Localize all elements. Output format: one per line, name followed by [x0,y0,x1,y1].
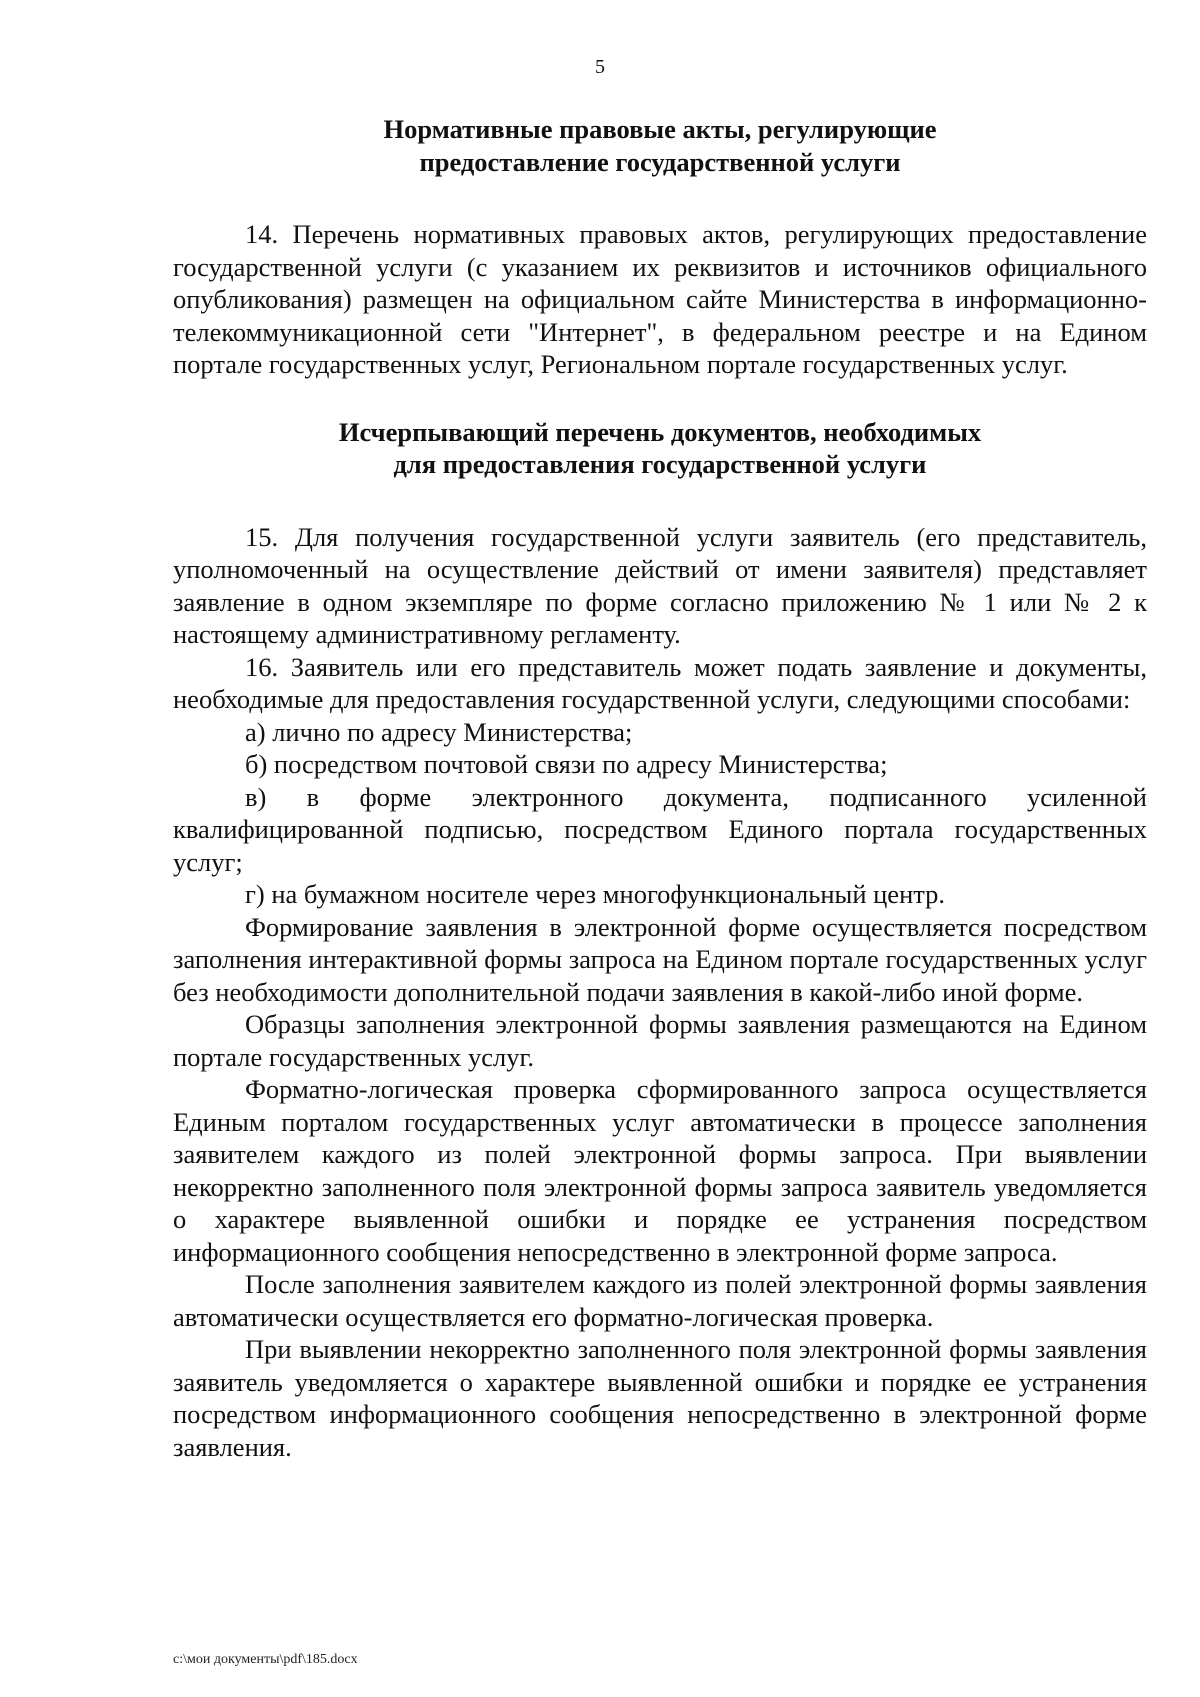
heading-line: Исчерпывающий перечень документов, необходимых [338,416,982,447]
paragraph-samples: Образцы заполнения электронной формы заявления размещаются на Едином портале государственных услуг. [173,1009,1147,1072]
list-item-g: г) на бумажном носителе через многофункциональный центр. [245,879,946,909]
paragraph-16: 16. Заявитель или его представитель может подать заявление и документы, необходимые для предоставления государственной услуги, следующими способами: [173,651,1147,714]
heading-line: Нормативные правовые акты, регулирующие [383,114,937,144]
footer-file-path: c:\мои документы\pdf\185.docx [173,1652,358,1667]
section-heading-documents-list [173,416,1147,481]
section-heading-legal-acts [173,113,1147,178]
list-item-v: в) в форме электронного документа, подписанного усиленной квалифицированной подписью, посредством Единого портала государственных услуг; [173,781,1147,877]
paragraph-format-check: Форматно-логическая проверка сформированного запроса осуществляется Единым порталом государственных услуг автоматически в процессе заполнения заявителем каждого из полей электронной формы запроса. При выявлении некорректно заполненного поля электронной формы запроса заявитель уведомляется о характере выявленной ошибки и порядке ее устранения посредством информационного сообщения непосредственно в электронной форме запроса. [173,1074,1147,1267]
paragraph-after-filling: После заполнения заявителем каждого из полей электронной формы заявления автоматически осуществляется его форматно-логическая проверка. [173,1269,1147,1332]
heading-line: предоставление государственной услуги [419,146,901,177]
paragraph-error-notice: При выявлении некорректно заполненного поля электронной формы заявления заявитель уведомляется о характере выявленной ошибки и порядке ее устранения посредством информационного сообщения непосредственно в электронной форме заявления. [173,1334,1147,1462]
document-body [173,113,1147,1463]
heading-line: для предоставления государственной услуги [393,449,927,479]
paragraph-forming: Формирование заявления в электронной форме осуществляется посредством заполнения интерактивной формы запроса на Едином портале государственных услуг без необходимости дополнительной подачи заявления в какой-либо иной форме. [173,911,1147,1007]
page-number: 5 [595,56,605,78]
paragraph-14: 14. Перечень нормативных правовых актов, регулирующих предоставление государственной услуги (с указанием их реквизитов и источников официального опубликования) размещен на официальном сайте Министерства в информационно-телекоммуникационной сети "Интернет", в федеральном реестре и на Едином портале государственных услуг, Региональном портале государственных услуг. [173,219,1147,379]
paragraph-15: 15. Для получения государственной услуги заявитель (его представитель, уполномоченный на осуществление действий от имени заявителя) представляет заявление в одном экземпляре по форме согласно приложению № 1 или № 2 к настоящему административному регламенту. [173,521,1147,649]
list-item-a: а) лично по адресу Министерства; [245,716,633,747]
list-item-b: б) посредством почтовой связи по адресу Министерства; [245,749,888,779]
